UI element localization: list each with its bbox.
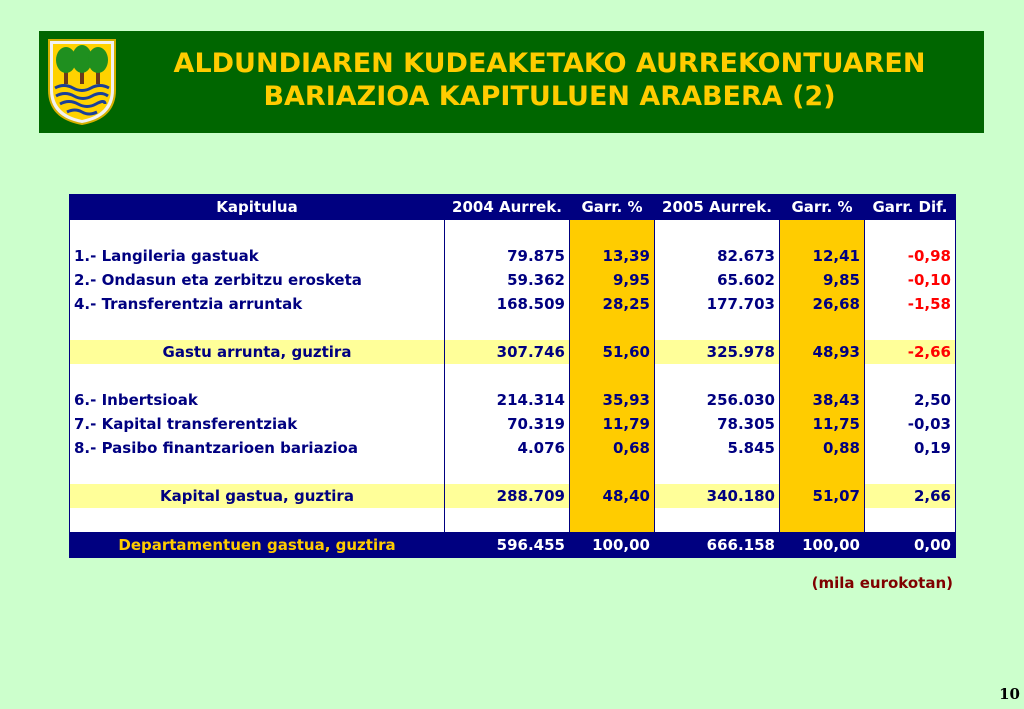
diff: 0,00 (865, 533, 956, 558)
diff: 2,66 (865, 484, 956, 508)
page-number: 10 (999, 685, 1020, 703)
row-label: 2.- Ondasun eta zerbitzu erosketa (70, 268, 445, 292)
value-2005: 666.158 (655, 533, 780, 558)
diff: -0,03 (865, 412, 956, 436)
diff: -1,58 (865, 292, 956, 316)
header-kapitulua: Kapitulua (70, 195, 445, 220)
pct-2004: 35,93 (570, 388, 655, 412)
row-label: 4.- Transferentzia arruntak (70, 292, 445, 316)
diff: 2,50 (865, 388, 956, 412)
pct-2005: 51,07 (780, 484, 865, 508)
pct-2005: 11,75 (780, 412, 865, 436)
spacer-row (70, 364, 956, 388)
value-2005: 65.602 (655, 268, 780, 292)
unit-note: (mila eurokotan) (811, 574, 953, 592)
gipuzkoa-crest-icon (47, 38, 117, 126)
pct-2004: 9,95 (570, 268, 655, 292)
table-row (70, 268, 956, 292)
value-2004: 307.746 (445, 340, 570, 364)
pct-2004: 100,00 (570, 533, 655, 558)
pct-2004: 51,60 (570, 340, 655, 364)
value-2004: 214.314 (445, 388, 570, 412)
diff: -0,10 (865, 268, 956, 292)
value-2005: 82.673 (655, 244, 780, 268)
pct-2005: 26,68 (780, 292, 865, 316)
table-row (70, 412, 956, 436)
table-header-row (70, 195, 956, 220)
title-line-2: BARIAZIOA KAPITULUEN ARABERA (2) (263, 81, 836, 112)
spacer-row (70, 220, 956, 245)
pct-2004: 11,79 (570, 412, 655, 436)
total-row (70, 533, 956, 558)
pct-2005: 12,41 (780, 244, 865, 268)
value-2004: 59.362 (445, 268, 570, 292)
row-label: Kapital gastua, guztira (70, 484, 445, 508)
spacer-row (70, 508, 956, 533)
pct-2005: 0,88 (780, 436, 865, 460)
value-2005: 5.845 (655, 436, 780, 460)
row-label: 7.- Kapital transferentziak (70, 412, 445, 436)
header-2005: 2005 Aurrek. (655, 195, 780, 220)
value-2004: 70.319 (445, 412, 570, 436)
pct-2005: 100,00 (780, 533, 865, 558)
row-label: 6.- Inbertsioak (70, 388, 445, 412)
table-row (70, 292, 956, 316)
value-2004: 288.709 (445, 484, 570, 508)
pct-2004: 48,40 (570, 484, 655, 508)
title-line-1: ALDUNDIAREN KUDEAKETAKO AURREKONTUAREN (173, 48, 926, 79)
value-2005: 177.703 (655, 292, 780, 316)
pct-2004: 28,25 (570, 292, 655, 316)
diff: 0,19 (865, 436, 956, 460)
table-row (70, 388, 956, 412)
page-title (127, 47, 972, 113)
header-garr-pct-2005: Garr. % (780, 195, 865, 220)
table-row (70, 436, 956, 460)
diff: -2,66 (865, 340, 956, 364)
spacer-row (70, 316, 956, 340)
row-label: Departamentuen gastua, guztira (70, 533, 445, 558)
value-2005: 340.180 (655, 484, 780, 508)
pct-2004: 0,68 (570, 436, 655, 460)
pct-2005: 48,93 (780, 340, 865, 364)
row-label: Gastu arrunta, guztira (70, 340, 445, 364)
pct-2005: 38,43 (780, 388, 865, 412)
value-2004: 596.455 (445, 533, 570, 558)
value-2005: 325.978 (655, 340, 780, 364)
subtotal-row (70, 484, 956, 508)
budget-table (69, 194, 956, 558)
row-label: 1.- Langileria gastuak (70, 244, 445, 268)
spacer-row (70, 460, 956, 484)
pct-2004: 13,39 (570, 244, 655, 268)
header-garr-dif: Garr. Dif. (865, 195, 956, 220)
value-2005: 78.305 (655, 412, 780, 436)
value-2004: 79.875 (445, 244, 570, 268)
table-row (70, 244, 956, 268)
title-banner (39, 31, 984, 133)
value-2004: 168.509 (445, 292, 570, 316)
diff: -0,98 (865, 244, 956, 268)
row-label: 8.- Pasibo finantzarioen bariazioa (70, 436, 445, 460)
subtotal-row (70, 340, 956, 364)
pct-2005: 9,85 (780, 268, 865, 292)
value-2005: 256.030 (655, 388, 780, 412)
header-garr-pct-2004: Garr. % (570, 195, 655, 220)
header-2004: 2004 Aurrek. (445, 195, 570, 220)
value-2004: 4.076 (445, 436, 570, 460)
